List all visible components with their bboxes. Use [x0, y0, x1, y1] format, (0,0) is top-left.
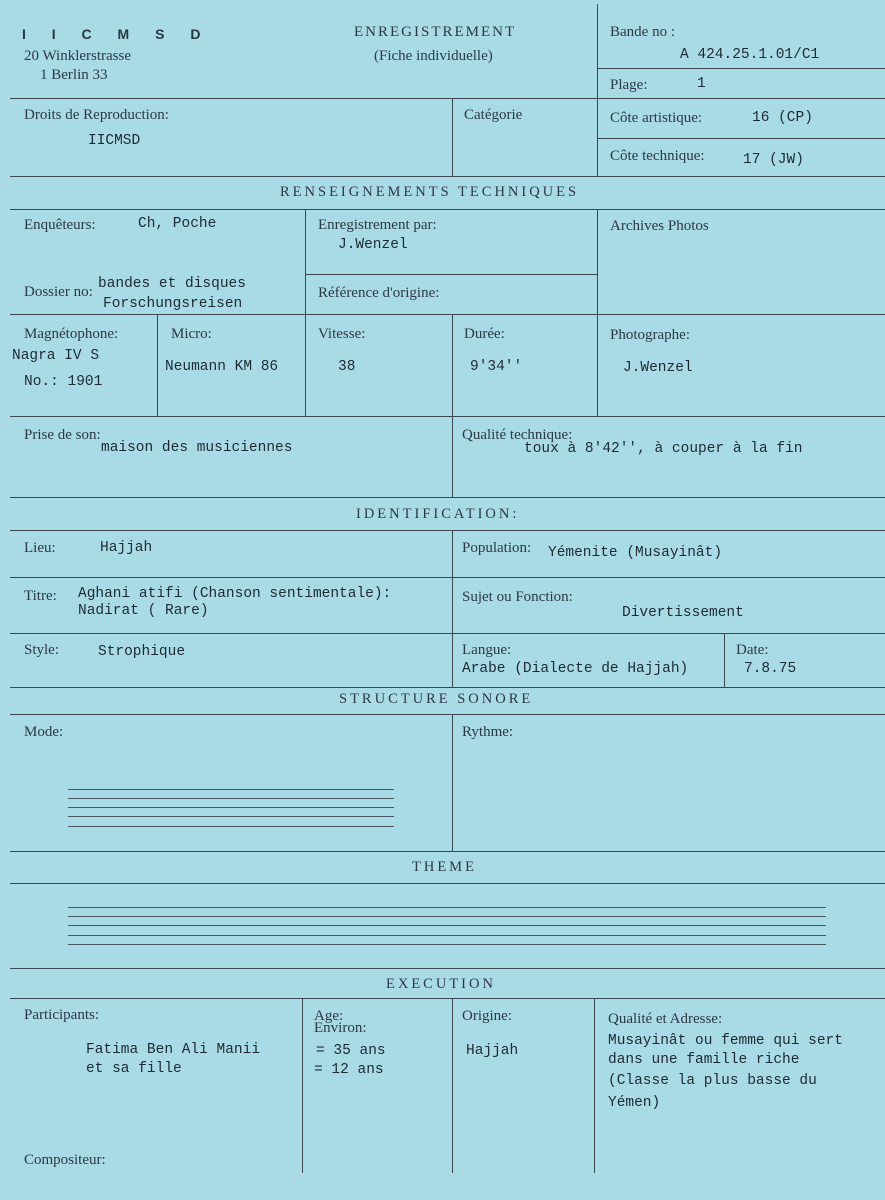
population-value: Yémenite (Musayinât) [548, 545, 723, 561]
enregistrement-par-label: Enregistrement par: [318, 217, 437, 233]
address-line1: 20 Winklerstrasse [24, 48, 132, 64]
rule-theme-title-bottom [10, 883, 885, 884]
plage-label: Plage: [610, 77, 648, 93]
rule-tech-title-bottom [10, 209, 885, 210]
style-value: Strophique [98, 644, 186, 660]
address-line2: 1 Berlin 33 [40, 67, 108, 83]
archives-photos-label: Archives Photos [610, 218, 709, 234]
magnetophone-label: Magnétophone: [24, 326, 119, 342]
vline-header-right [597, 4, 598, 176]
qualite-adresse-line4: Yémen) [608, 1095, 661, 1111]
qualite-technique-label: Qualité technique: [462, 427, 573, 443]
cote-technique-label: Côte technique: [610, 148, 705, 164]
vline-origine [452, 998, 453, 1173]
section-structure-sonore: STRUCTURE SONORE [339, 691, 534, 707]
duree-label: Durée: [464, 326, 505, 342]
cote-artistique-label: Côte artistique: [610, 110, 703, 126]
theme-staff-line [68, 935, 826, 936]
rule-header-bottom [10, 98, 885, 99]
magnetophone-value: Nagra IV S [12, 348, 100, 364]
vline-enreg [305, 209, 306, 416]
dossier-label: Dossier no: [24, 284, 93, 300]
theme-staff-line [68, 925, 826, 926]
cote-technique-value: 17 (JW) [743, 152, 804, 168]
age-value-2: = 12 ans [314, 1062, 384, 1078]
droits-label: Droits de Reproduction: [24, 107, 169, 123]
prise-de-son-label: Prise de son: [24, 427, 101, 443]
dossier-value-line1: bandes et disques [98, 276, 246, 292]
plage-value: 1 [697, 76, 706, 92]
date-value: 7.8.75 [744, 661, 797, 677]
rule-equipment-bottom [10, 416, 885, 417]
rule-structure-title-bottom [10, 714, 885, 715]
qualite-adresse-line1: Musayinât ou femme qui sert [608, 1033, 843, 1049]
vitesse-value: 38 [338, 359, 356, 375]
mode-staff-line [68, 807, 394, 808]
mode-staff-line [68, 826, 394, 827]
enqueteurs-label: Enquêteurs: [24, 217, 96, 233]
micro-label: Micro: [171, 326, 212, 342]
vline-date [724, 633, 725, 687]
vline-qualite-tech [452, 416, 453, 497]
vitesse-label: Vitesse: [318, 326, 366, 342]
rule-dossier-bottom [10, 314, 885, 315]
age-label: Age: [314, 1008, 344, 1024]
categorie-label: Catégorie [464, 107, 523, 123]
institute-brand: I I C M S D [22, 26, 212, 42]
qualite-adresse-line2: dans une famille riche [608, 1052, 800, 1068]
qualite-adresse-line3: (Classe la plus basse du [608, 1073, 817, 1089]
origine-value: Hajjah [466, 1043, 519, 1059]
prise-de-son-value: maison des musiciennes [101, 440, 293, 456]
vline-micro [157, 314, 158, 416]
magnetophone-number: No.: 1901 [24, 374, 103, 390]
section-theme: THEME [412, 859, 477, 875]
environ-label: Environ: [314, 1020, 367, 1036]
dossier-value-line2: Forschungsreisen [103, 296, 243, 312]
sujet-fonction-value: Divertissement [622, 605, 744, 621]
rule-ident-title-bottom [10, 530, 885, 531]
mode-staff-line [68, 798, 394, 799]
card-title: ENREGISTREMENT [354, 24, 517, 40]
reference-origine-label: Référence d'origine: [318, 285, 440, 301]
rule-prise-bottom [10, 497, 885, 498]
lieu-value: Hajjah [100, 540, 153, 556]
rule-rights-bottom [10, 176, 885, 177]
enqueteurs-value: Ch, Poche [138, 216, 217, 232]
style-label: Style: [24, 642, 60, 658]
vline-archives [597, 209, 598, 416]
vline-duree [452, 314, 453, 416]
section-identification: IDENTIFICATION: [356, 506, 520, 522]
vline-categorie [452, 98, 453, 176]
qualite-adresse-label: Qualité et Adresse: [608, 1011, 723, 1027]
langue-value: Arabe (Dialecte de Hajjah) [462, 661, 689, 677]
section-renseignements-techniques: RENSEIGNEMENTS TECHNIQUES [280, 184, 580, 200]
compositeur-label: Compositeur: [24, 1152, 106, 1168]
section-execution: EXECUTION [386, 976, 496, 992]
bande-value: A 424.25.1.01/C1 [680, 47, 820, 63]
vline-mode-rythme [452, 714, 453, 851]
rule-lieu-bottom [10, 577, 885, 578]
bande-label: Bande no : [610, 24, 675, 40]
langue-label: Langue: [462, 642, 512, 658]
mode-label: Mode: [24, 724, 64, 740]
titre-value-line2: Nadirat ( Rare) [78, 603, 209, 619]
theme-staff-line [68, 944, 826, 945]
rule-titre-bottom [10, 633, 885, 634]
photographe-value: J.Wenzel [623, 360, 693, 376]
rule-enreg-ref [305, 274, 597, 275]
titre-label: Titre: [24, 588, 57, 604]
cote-artistique-value: 16 (CP) [752, 110, 813, 126]
vline-ident-mid [452, 530, 453, 687]
rule-mode-bottom [10, 851, 885, 852]
vline-age [302, 998, 303, 1173]
lieu-label: Lieu: [24, 540, 56, 556]
mode-staff-line [68, 789, 394, 790]
population-label: Population: [462, 540, 532, 556]
participants-line1: Fatima Ben Ali Manii [86, 1042, 261, 1058]
card-subtitle: (Fiche individuelle) [374, 48, 493, 64]
rule-exec-title-bottom [10, 998, 885, 999]
origine-label: Origine: [462, 1008, 512, 1024]
rythme-label: Rythme: [462, 724, 514, 740]
qualite-technique-value: toux à 8'42'', à couper à la fin [524, 441, 803, 457]
duree-value: 9'34'' [470, 359, 523, 375]
mode-staff-line [68, 816, 394, 817]
theme-staff-line [68, 907, 826, 908]
rule-theme-bottom [10, 968, 885, 969]
participants-label: Participants: [24, 1007, 99, 1023]
photographe-label: Photographe: [610, 327, 690, 343]
rule-cote [597, 138, 885, 139]
participants-line2: et sa fille [86, 1061, 182, 1077]
droits-value: IICMSD [88, 133, 141, 149]
sujet-fonction-label: Sujet ou Fonction: [462, 589, 573, 605]
theme-staff-line [68, 916, 826, 917]
titre-value-line1: Aghani atifi (Chanson sentimentale): [78, 586, 392, 602]
enregistrement-par-value: J.Wenzel [338, 237, 408, 253]
micro-value: Neumann KM 86 [165, 359, 279, 375]
age-value-1: = 35 ans [316, 1043, 386, 1059]
vline-qualite-adresse [594, 998, 595, 1173]
date-label: Date: [736, 642, 769, 658]
rule-style-bottom [10, 687, 885, 688]
rule-bande-plage [597, 68, 885, 69]
